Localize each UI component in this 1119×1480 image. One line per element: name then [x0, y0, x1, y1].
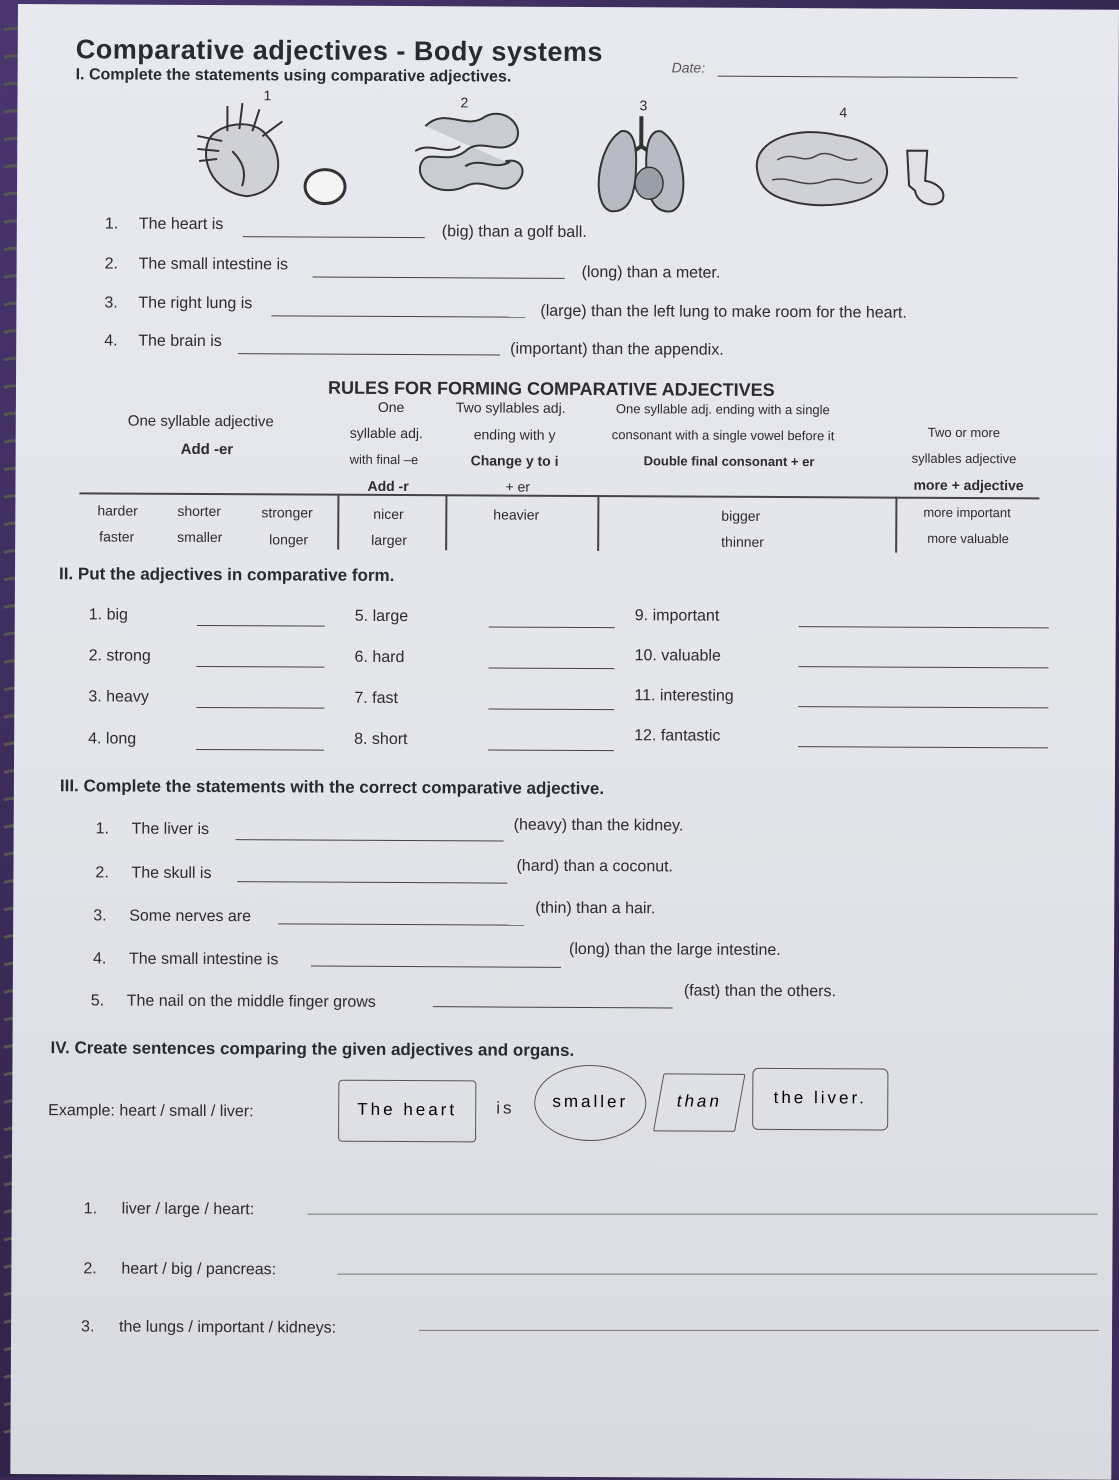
rules-col3-rule-2: + er: [505, 478, 531, 495]
worksheet-page: [10, 4, 1119, 1480]
rules-col4-header-1: One syllable adj. ending with a single: [615, 401, 830, 418]
section1-heading: I. Complete the statements using comparative adjectives.: [75, 66, 512, 86]
s2-item-7: 7. fast: [354, 689, 398, 707]
example-more-valuable: more valuable: [927, 530, 1009, 547]
rules-col3-rule-1: Change y to i: [470, 452, 559, 469]
lungs-illustration: [591, 111, 702, 222]
rules-col1-rule: Add -er: [180, 440, 234, 459]
example-bigger: bigger: [721, 507, 761, 524]
rules-divider-4: [895, 497, 897, 553]
s2-item-3: 3. heavy: [88, 688, 149, 706]
s3-hint-3: (thin) than a hair.: [535, 899, 656, 918]
s2-answer-10[interactable]: [799, 666, 1049, 668]
rules-col2-header-3: with final –e: [349, 451, 419, 468]
s3-num-2: 2.: [95, 864, 109, 882]
s2-item-6: 6. hard: [354, 648, 405, 667]
s1-answer-3[interactable]: [271, 315, 525, 317]
s2-item-12: 12. fantastic: [634, 727, 721, 745]
rules-heading: RULES FOR FORMING COMPARATIVE ADJECTIVES: [327, 377, 775, 400]
s3-num-1: 1.: [95, 820, 110, 838]
s4-prompt-3: the lungs / important / kidneys:: [119, 1318, 337, 1337]
example-longer: longer: [269, 531, 309, 548]
s1-subject-4: The brain is: [138, 332, 222, 351]
s3-num-5: 5.: [90, 992, 105, 1010]
example-thinner: thinner: [721, 533, 765, 550]
rules-divider-1: [337, 494, 339, 550]
section3-heading: III. Complete the statements with the correct comparative adjective.: [59, 776, 605, 799]
s1-num-1: 1.: [104, 215, 119, 233]
rules-col3-header-2: ending with y: [473, 426, 556, 443]
s2-answer-7[interactable]: [488, 708, 614, 710]
s4-prompt-1: liver / large / heart:: [121, 1200, 255, 1219]
rules-col5-header-1: Two or more: [927, 424, 1001, 441]
example-smaller: smaller: [177, 528, 223, 546]
rules-col1-header: One syllable adjective: [127, 412, 274, 431]
s2-answer-11[interactable]: [798, 706, 1048, 708]
s2-item-2: 2. strong: [88, 647, 151, 665]
example-word-adjective: smaller: [534, 1065, 646, 1142]
rules-col5-header-2: syllables adjective: [911, 450, 1017, 467]
brain-and-appendix-illustration: [747, 120, 958, 221]
s2-item-10: 10. valuable: [634, 647, 721, 665]
s2-item-8: 8. short: [354, 730, 408, 749]
date-blank[interactable]: [718, 76, 1018, 79]
example-label: Example: heart / small / liver:: [48, 1102, 254, 1121]
s2-answer-2[interactable]: [197, 666, 325, 668]
s1-hint-3: (large) than the left lung to make room for the heart.: [540, 302, 907, 322]
example-word-object: the liver.: [752, 1068, 888, 1131]
example-shorter: shorter: [177, 502, 221, 520]
s3-subject-3: Some nerves are: [129, 907, 252, 926]
s2-answer-9[interactable]: [799, 626, 1049, 628]
example-heavier: heavier: [493, 506, 540, 523]
rules-col2-header-1: One: [377, 398, 405, 416]
s2-answer-5[interactable]: [489, 626, 615, 628]
s2-answer-6[interactable]: [489, 667, 615, 669]
s4-num-3: 3.: [81, 1318, 95, 1336]
rules-col3-header-1: Two syllables adj.: [455, 399, 566, 416]
page-title: Comparative adjectives - Body systems: [75, 34, 604, 68]
s2-answer-12[interactable]: [798, 746, 1048, 748]
example-stronger: stronger: [261, 504, 313, 521]
example-word-than: than: [653, 1073, 746, 1131]
s1-subject-2: The small intestine is: [138, 255, 289, 274]
s1-answer-4[interactable]: [238, 353, 500, 355]
s3-hint-2: (hard) than a coconut.: [516, 857, 674, 876]
example-harder: harder: [97, 502, 138, 519]
s4-answer-1[interactable]: [308, 1214, 1098, 1215]
s4-prompt-2: heart / big / pancreas:: [121, 1260, 277, 1279]
date-label: Date:: [671, 59, 706, 76]
image-number-4: 4: [839, 104, 848, 121]
s3-subject-5: The nail on the middle finger grows: [126, 992, 376, 1011]
s1-subject-3: The right lung is: [138, 294, 253, 313]
s3-num-4: 4.: [92, 950, 107, 968]
image-number-2: 2: [460, 94, 469, 111]
s1-answer-2[interactable]: [313, 277, 565, 279]
example-nicer: nicer: [373, 505, 404, 523]
s1-hint-4: (important) than the appendix.: [510, 340, 724, 359]
small-intestine-illustration: [405, 106, 536, 207]
section4-heading: IV. Create sentences comparing the given adjectives and organs.: [50, 1038, 575, 1060]
image-number-3: 3: [639, 97, 648, 114]
s2-answer-1[interactable]: [197, 625, 325, 627]
s2-answer-4[interactable]: [196, 749, 324, 751]
s2-answer-3[interactable]: [196, 707, 324, 709]
s3-num-3: 3.: [93, 907, 107, 925]
s2-item-4: 4. long: [88, 730, 137, 748]
section2-heading: II. Put the adjectives in comparative form.: [58, 564, 395, 585]
s3-hint-4: (long) than the large intestine.: [569, 940, 781, 960]
s2-item-9: 9. important: [634, 607, 720, 625]
s3-subject-1: The liver is: [131, 820, 210, 839]
example-larger: larger: [371, 531, 408, 549]
rules-col5-rule: more + adjective: [913, 476, 1024, 494]
s1-hint-1: (big) than a golf ball.: [441, 223, 587, 241]
rules-col2-header-2: syllable adj.: [349, 424, 423, 442]
rules-divider-3: [597, 495, 599, 551]
heart-and-golfball-illustration: [187, 101, 358, 212]
s3-hint-5: (fast) than the others.: [683, 982, 836, 1001]
s4-num-2: 2.: [83, 1260, 97, 1278]
s2-item-5: 5. large: [354, 607, 409, 626]
s3-answer-2[interactable]: [237, 881, 507, 883]
rules-divider-2: [445, 494, 447, 550]
rules-col2-rule: Add -r: [367, 477, 409, 495]
example-word-verb: is: [496, 1098, 515, 1118]
s3-answer-5[interactable]: [433, 1006, 673, 1008]
s1-num-2: 2.: [104, 255, 119, 273]
s3-subject-4: The small intestine is: [128, 950, 279, 969]
s1-num-4: 4.: [104, 332, 118, 350]
image-number-1: 1: [263, 87, 272, 104]
s4-answer-2[interactable]: [337, 1274, 1097, 1275]
s2-answer-8[interactable]: [488, 749, 614, 751]
s2-item-1: 1. big: [88, 606, 128, 624]
s3-answer-1[interactable]: [236, 839, 504, 841]
s3-answer-4[interactable]: [311, 966, 561, 968]
s1-num-3: 3.: [104, 294, 118, 312]
s3-answer-3[interactable]: [278, 923, 524, 925]
rules-col4-header-2: consonant with a single vowel before it: [611, 427, 835, 444]
s3-subject-2: The skull is: [131, 864, 212, 883]
s4-num-1: 1.: [83, 1200, 98, 1218]
rules-col4-rule: Double final consonant + er: [643, 453, 815, 470]
s3-hint-1: (heavy) than the kidney.: [513, 816, 684, 835]
s2-item-11: 11. interesting: [634, 687, 734, 705]
example-more-important: more important: [923, 504, 1011, 521]
example-word-subject: The heart: [338, 1080, 476, 1143]
s1-hint-2: (long) than a meter.: [581, 263, 721, 282]
s1-answer-1[interactable]: [243, 236, 425, 238]
example-faster: faster: [99, 528, 135, 545]
s4-answer-3[interactable]: [419, 1330, 1099, 1331]
s1-subject-1: The heart is: [138, 215, 224, 234]
